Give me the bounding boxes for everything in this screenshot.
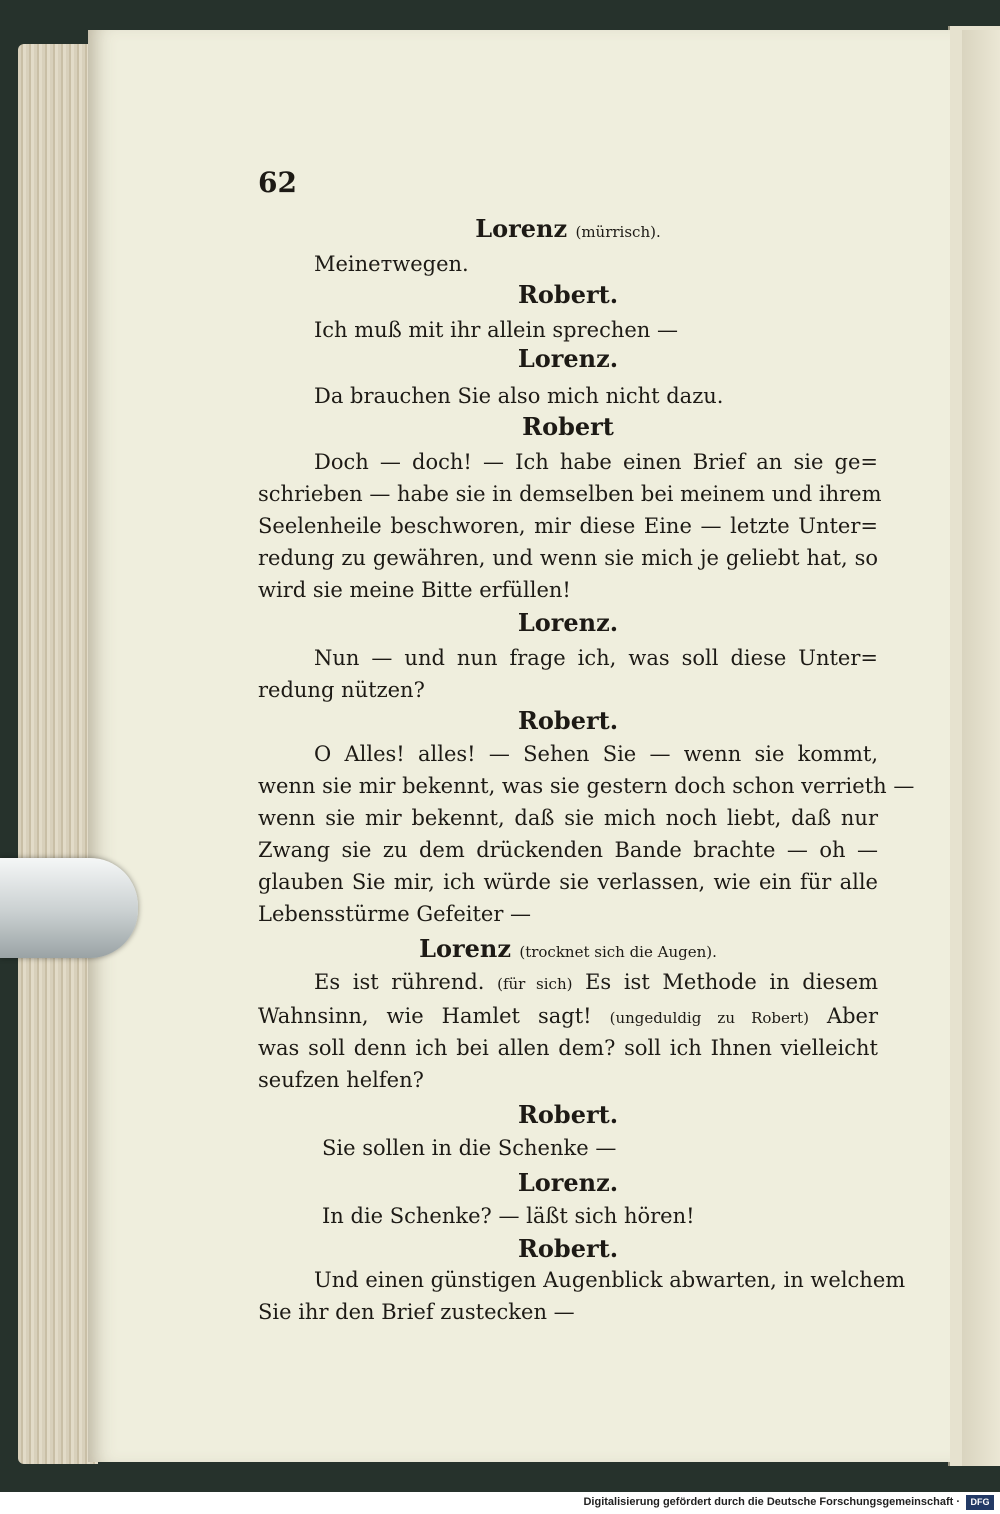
dialogue-line: O Alles! alles! — Sehen Sie — wenn sie kommt, [314, 742, 878, 766]
dialogue-line: glauben Sie mir, ich würde sie verlassen, wie ein für alle [258, 870, 878, 894]
speaker-heading: Lorenz (trocknet sich die Augen). [419, 934, 717, 963]
page-number: 62 [258, 166, 297, 199]
dialogue-line: Seelenheile beschworen, mir diese Eine — letzte Unter= [258, 514, 878, 538]
speaker-heading: Robert. [517, 1234, 619, 1263]
speaker-heading: Lorenz. [517, 608, 619, 637]
speaker-heading: Lorenz (mürrisch). [475, 214, 661, 243]
dialogue-line: Sie ihr den Brief zustecken — [258, 1300, 575, 1324]
dialogue-line: wenn sie mir bekennt, was sie gestern doch schon verrieth — [258, 774, 915, 798]
dialogue-line: Ich muß mit ihr allein sprechen — [314, 318, 678, 342]
funding-credit: Digitalisierung gefördert durch die Deutsche Forschungsgemeinschaft · [583, 1496, 960, 1508]
dialogue-line: wird sie meine Bitte erfüllen! [258, 578, 571, 602]
dialogue-line: Sie sollen in die Schenke — [322, 1136, 617, 1160]
dialogue-line: schrieben — habe sie in demselben bei meinem und ihrem [258, 482, 882, 506]
dfg-logo: DFG [966, 1495, 994, 1510]
speaker-heading: Robert [522, 412, 614, 441]
dialogue-line: Zwang sie zu dem drückenden Bande brachte — oh — [258, 838, 878, 862]
footer-bar [0, 1492, 1000, 1514]
dialogue-line: Meineтwegen. [314, 252, 469, 276]
dialogue-line: Und einen günstigen Augenblick abwarten, in welchem [314, 1268, 906, 1292]
dialogue-line: Doch — doch! — Ich habe einen Brief an sie ge= [314, 450, 878, 474]
dialogue-line: redung nützen? [258, 678, 425, 702]
dialogue-line: Es ist rührend. (für sich) Es ist Methode in diesem [314, 970, 878, 994]
dialogue-line: Lebensstürme Gefeiter — [258, 902, 532, 926]
speaker-heading: Robert. [517, 280, 619, 309]
speaker-heading: Robert. [517, 1100, 619, 1129]
dialogue-line: Nun — und nun frage ich, was soll diese Unter= [314, 646, 878, 670]
dialogue-line: redung zu gewähren, und wenn sie mich je geliebt hat, so [258, 546, 878, 570]
dialogue-line: seufzen helfen? [258, 1068, 424, 1092]
speaker-heading: Lorenz. [517, 344, 619, 373]
dialogue-line: was soll denn ich bei allen dem? soll ich Ihnen vielleicht [258, 1036, 878, 1060]
speaker-heading: Lorenz. [517, 1168, 619, 1197]
dialogue-line: Da brauchen Sie also mich nicht dazu. [314, 384, 724, 408]
dialogue-line: In die Schenke? — läßt sich hören! [322, 1204, 695, 1228]
speaker-heading: Robert. [517, 706, 619, 735]
dialogue-line: Wahnsinn, wie Hamlet sagt! (ungeduldig zu Robert) Aber [258, 1004, 878, 1028]
dialogue-line: wenn sie mir bekennt, daß sie mich noch liebt, daß nur [258, 806, 878, 830]
